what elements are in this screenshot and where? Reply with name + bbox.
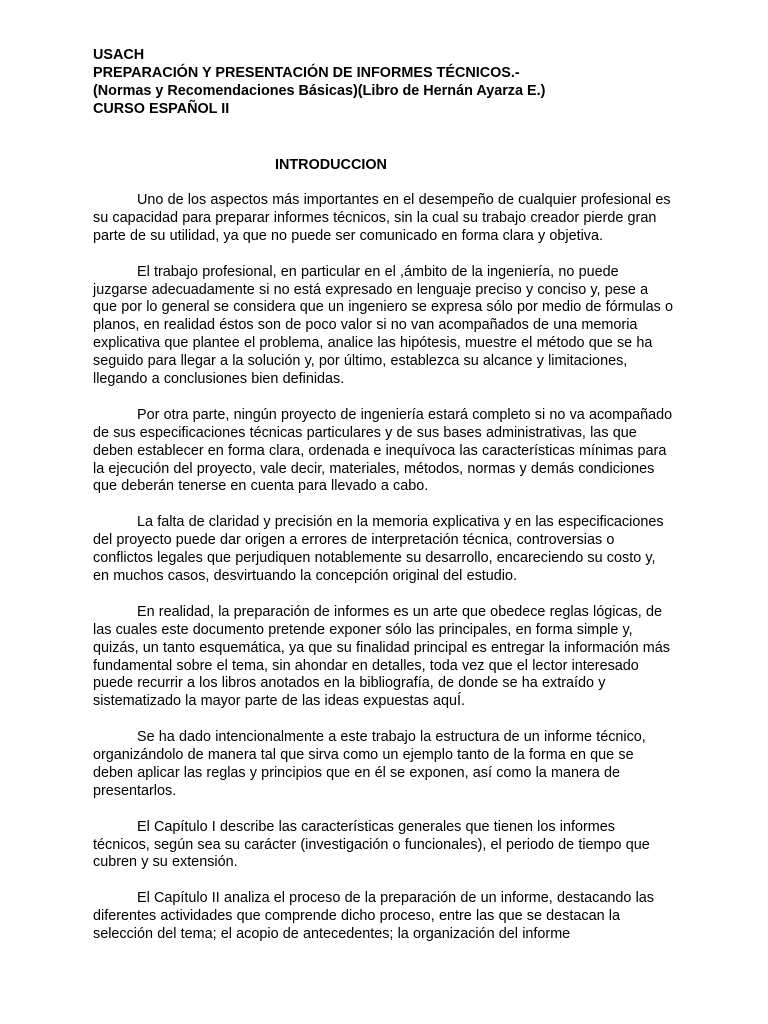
paragraph-3: Por otra parte, ningún proyecto de ingeniería estará completo si no va acompañado de sus especificaciones técnicas particulares y de sus bases administrativas, las que deben establecer en forma clara, ordenada e inequívoca las características mínimas para la ejecución del proyecto, vale decir, materiales, métodos, normas y demás condiciones que deberán tenerse en cuenta para llevado a cabo.	[93, 406, 673, 495]
paragraph-8: El Capítulo II analiza el proceso de la preparación de un informe, destacando las diferentes actividades que comprende dicho proceso, entre las que se destacan la selección del tema; el acopio de antecedentes; la organización del informe	[93, 890, 654, 943]
institution-label: USACH	[93, 47, 145, 63]
section-heading: INTRODUCCION	[275, 157, 387, 173]
paragraph-1: Uno de los aspectos más importantes en el desempeño de cualquier profesional es su capacidad para preparar informes técnicos, sin la cual su trabajo creador pierde gran parte de su utilidad, ya que no puede ser comunicado en forma clara y objetiva.	[93, 192, 671, 244]
paragraph-6: Se ha dado intencionalmente a este trabajo la estructura de un informe técnico, organizándolo de manera tal que sirva como un ejemplo tanto de la forma en que se deben aplicar las reglas y principios que en él se exponen, así como la manera de presentarlos.	[93, 729, 646, 799]
paragraph-2: El trabajo profesional, en particular en el ,ámbito de la ingeniería, no puede juzgarse adecuadamente si no está expresado en lenguaje preciso y conciso y, pese a que por lo general se considera que un ingeniero se expresa sólo por medio de fórmulas o planos, en realidad éstos son de poco valor si no van acompañados de una memoria explicativa que plantee el problema, analice las hipótesis, muestre el método que se ha seguido para llegar a la solución y, por último, establezca su alcance y limitaciones, llegando a conclusiones bien definidas.	[93, 263, 673, 388]
document-subtitle: (Normas y Recomendaciones Básicas)(Libro de Hernán Ayarza E.)	[93, 83, 546, 99]
document-title: PREPARACIÓN Y PRESENTACIÓN DE INFORMES TÉCNICOS.-	[93, 65, 520, 81]
document-page	[93, 46, 673, 962]
paragraph-4: La falta de claridad y precisión en la memoria explicativa y en las especificaciones del proyecto puede dar origen a errores de interpretación técnica, controversias o conflictos legales que perjudiquen notablemente su desarrollo, encareciendo su costo y, en muchos casos, desvirtuando la concepción original del estudio.	[93, 514, 664, 584]
course-label: CURSO ESPAÑOL II	[93, 101, 230, 117]
paragraph-5: En realidad, la preparación de informes es un arte que obedece reglas lógicas, de las cuales este documento pretende exponer sólo las principales, en forma simple y, quizás, un tanto esquemática, ya que su finalidad principal es entregar la información más fundamental sobre el tema, sin ahondar en detalles, toda vez que el lector interesado puede recurrir a los libros anotados en la bibliografía, de donde se ha extraído y sistematizado la mayor parte de las ideas expuestas aquÍ.	[93, 603, 670, 710]
paragraph-7: El Capítulo I describe las características generales que tienen los informes técnicos, según sea su carácter (investigación o funcionales), el periodo de tiempo que cubren y su extensión.	[93, 818, 650, 871]
